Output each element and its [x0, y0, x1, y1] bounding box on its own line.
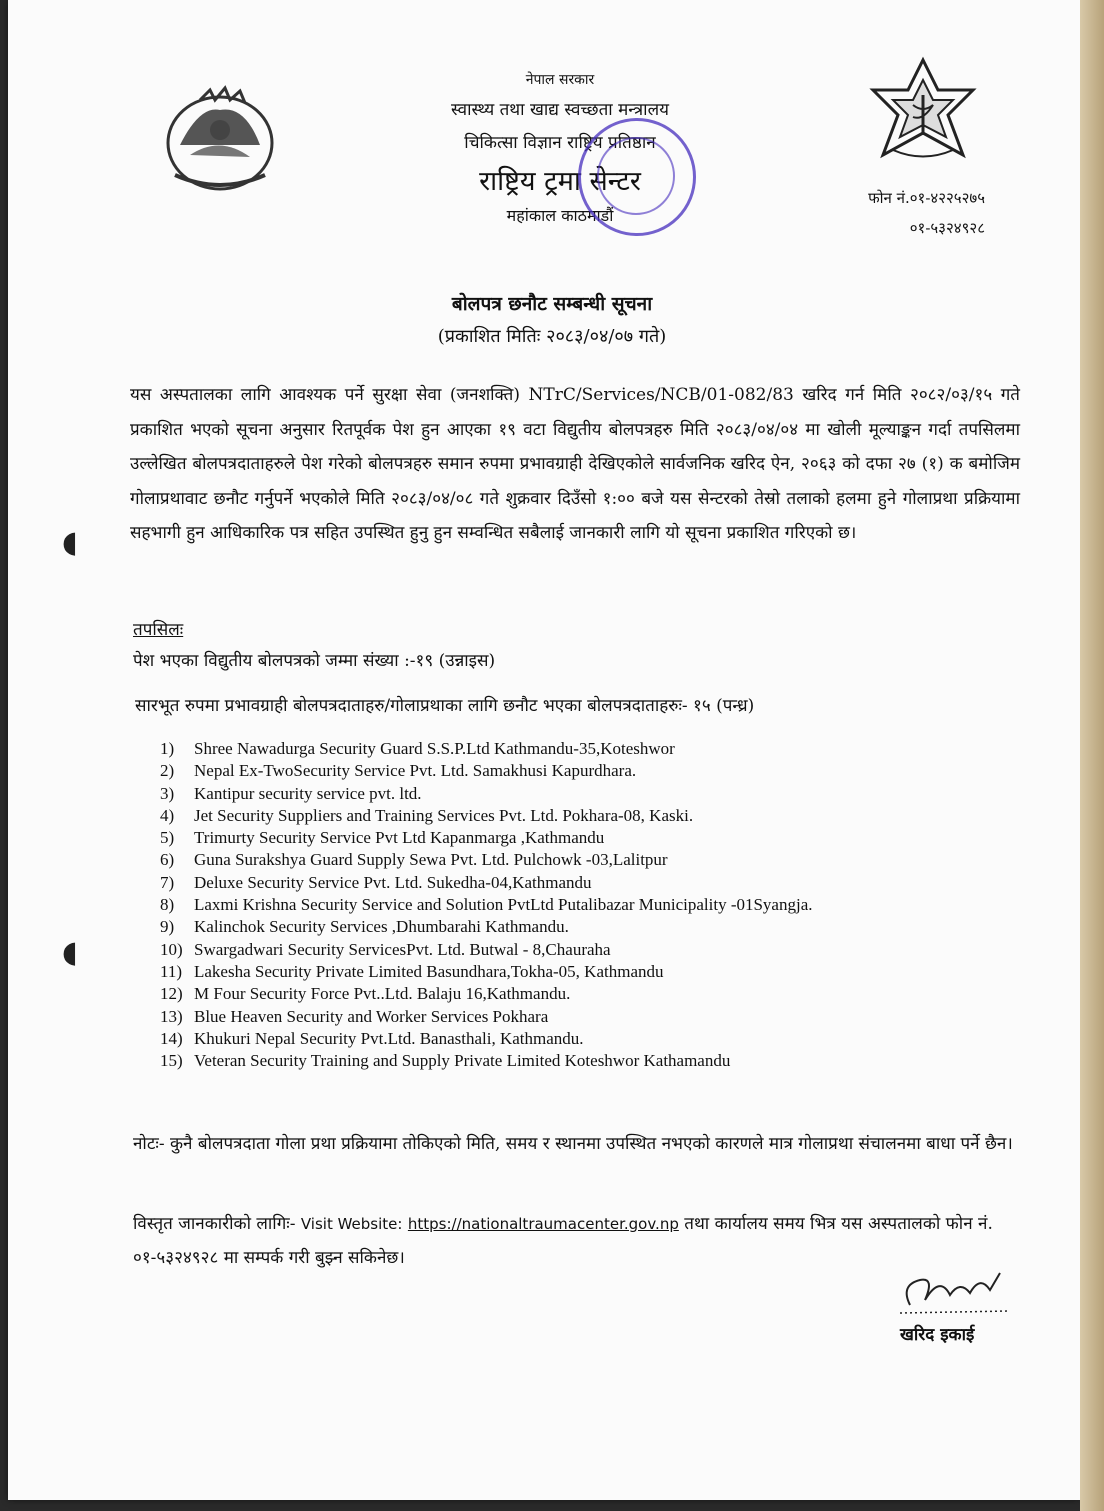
list-number: 10) [160, 939, 183, 959]
bidder-name: Kantipur security service pvt. ltd. [194, 783, 422, 803]
bidder-name: Deluxe Security Service Pvt. Ltd. Sukedha-04,Kathmandu [194, 872, 592, 892]
government-name: नेपाल सरकार [525, 72, 595, 88]
list-item [160, 1028, 980, 1050]
list-item [160, 783, 980, 805]
bidder-list [160, 738, 980, 1072]
list-number: 1) [160, 739, 175, 758]
list-item [160, 961, 980, 983]
list-item [160, 760, 980, 782]
list-item [160, 738, 980, 760]
list-number: 9) [160, 917, 175, 937]
trauma-center-star-logo [868, 55, 978, 169]
shortlisted-heading: सारभूत रुपमा प्रभावग्राही बोलपत्रदाताहरु/गोलाप्रथाका लागि छनौट भएका बोलपत्रदाताहरुः- १५ (पन्ध्र) [135, 696, 755, 716]
contact-prefix: विस्तृत जानकारीको लागिः- [133, 1214, 296, 1234]
bidder-name: Blue Heaven Security and Worker Services Pokhara [194, 1006, 549, 1026]
bidder-name: Lakesha Security Private Limited Basundhara,Tokha-05, Kathmandu [194, 961, 664, 981]
notice-title: बोलपत्र छनौट सम्बन्धी सूचना [451, 293, 653, 315]
list-item [160, 916, 980, 938]
list-number: 7) [160, 872, 175, 892]
bidder-name: Laxmi Krishna Security Service and Solution PvtLtd Putalibazar Municipality -01Syangja. [194, 895, 813, 915]
ministry-name: स्वास्थ्य तथा खाद्य स्वच्छता मन्त्रालय [451, 100, 669, 120]
list-item [160, 1050, 980, 1072]
list-number: 5) [160, 828, 175, 848]
contact-suffix: तथा कार्यालय समय भित्र यस अस्पतालको फोन नं. ०१-५३२४९२८ मा सम्पर्क गरी बुझ्न सकिनेछ। [133, 1214, 993, 1268]
punch-hole: ◖ [62, 525, 78, 560]
bidder-name: M Four Security Force Pvt..Ltd. Balaju 16,Kathmandu. [194, 984, 571, 1004]
list-number: 15) [160, 1051, 183, 1071]
visit-label: Visit Website: [300, 1215, 403, 1233]
bidder-name: Kalinchok Security Services ,Dhumbarahi Kathmandu. [194, 917, 569, 937]
bidder-name: Khukuri Nepal Security Pvt.Ltd. Banasthali, Kathmandu. [194, 1028, 584, 1048]
list-item [160, 939, 980, 961]
list-number: 12) [160, 984, 183, 1004]
phone-number-2: ०१-५३२४९२८ [909, 219, 985, 237]
bidder-name: Shree Nawadurga Security Guard S.S.P.Ltd Kathmandu-35,Koteshwor [194, 739, 675, 758]
list-number: 13) [160, 1006, 183, 1026]
bidder-name: Swargadwari Security ServicesPvt. Ltd. Butwal - 8,Chauraha [194, 939, 611, 959]
list-number: 4) [160, 805, 175, 825]
bidder-name: Veteran Security Training and Supply Private Limited Koteshwor Kathamandu [194, 1051, 731, 1071]
note-paragraph: नोटः- कुनै बोलपत्रदाता गोला प्रथा प्रक्रियामा तोकिएको मिति, समय र स्थानमा उपस्थित नभएको कारणले मात्र गोलाप्रथा संचालनमा बाधा पर्ने छैन। [133, 1134, 1013, 1154]
list-item [160, 1006, 980, 1028]
total-bids-count: पेश भएका विद्युतीय बोलपत्रको जम्मा संख्या :-१९ (उन्नाइस) [133, 651, 496, 671]
details-label: तपसिलः [133, 620, 184, 640]
nepal-emblem-logo [160, 85, 280, 199]
office-stamp [578, 118, 696, 236]
list-item [160, 805, 980, 827]
list-number: 3) [160, 783, 175, 803]
website-link[interactable]: https://nationaltraumacenter.gov.np [407, 1215, 679, 1233]
bidder-name: Guna Surakshya Guard Supply Sewa Pvt. Ltd. Pulchowk -03,Lalitpur [194, 850, 668, 870]
list-item [160, 983, 980, 1005]
list-number: 11) [160, 961, 183, 981]
list-item [160, 827, 980, 849]
signature-label: खरिद इकाई [900, 1325, 975, 1345]
list-number: 14) [160, 1028, 183, 1048]
list-item [160, 894, 980, 916]
list-item [160, 849, 980, 871]
phone-block [815, 183, 985, 243]
bidder-name: Trimurty Security Service Pvt Ltd Kapanmarga ,Kathmandu [194, 828, 605, 848]
center-location: महांकाल काठमाडौं [506, 206, 614, 225]
list-item [160, 872, 980, 894]
center-name: राष्ट्रिय ट्रमा सेन्टर [479, 166, 641, 197]
list-number: 6) [160, 850, 175, 870]
notice-body: यस अस्पतालका लागि आवश्यक पर्ने सुरक्षा सेवा (जनशक्ति) NTrC/Services/NCB/01-082/83 खरिद गर्न मिति २०८२/०३/१५ गते प्रकाशित भएको सूचना अनुसार रितपूर्वक पेश हुन आएका १९ वटा विद्युतीय बोलपत्रहरु मिति २०८३/०४/०४ मा खोली मूल्याङ्कन गर्दा तपसिलमा उल्लेखित बोलपत्रदाताहरुले पेश गरेको बोलपत्रहरु समान रुपमा प्रभावग्राही देखिएकोले सार्वजनिक खरिद ऐन, २०६३ को दफा २७ (१) क बमोजिम गोलाप्रथावाट छनौट गर्नुपर्ने भएकोले मिति २०८३/०४/०८ गते शुक्रवार दिउँसो १:०० बजे यस सेन्टरको तेस्रो तलाको हलमा हुने गोलाप्रथा प्रक्रियामा सहभागी हुन आधिकारिक पत्र सहित उपस्थित हुनु हुन सम्वन्धित सबैलाई जानकारी लागि यो सूचना प्रकाशित गरिएको छ। [130, 385, 1020, 543]
page-edge [1080, 0, 1104, 1511]
handwritten-signature [890, 1265, 1020, 1329]
list-number: 2) [160, 761, 175, 781]
bidder-name: Jet Security Suppliers and Training Services Pvt. Ltd. Pokhara-08, Kaski. [194, 805, 694, 825]
list-number: 8) [160, 895, 175, 915]
punch-hole: ◖ [62, 935, 78, 970]
academy-name: चिकित्सा विज्ञान राष्ट्रिय प्रतिष्ठान [464, 133, 656, 153]
phone-number-1: फोन नं.०१-४२२५२७५ [868, 189, 985, 207]
bidder-name: Nepal Ex-TwoSecurity Service Pvt. Ltd. Samakhusi Kapurdhara. [194, 761, 637, 781]
published-date: (प्रकाशित मितिः २०८३/०४/०७ गते) [437, 326, 667, 347]
